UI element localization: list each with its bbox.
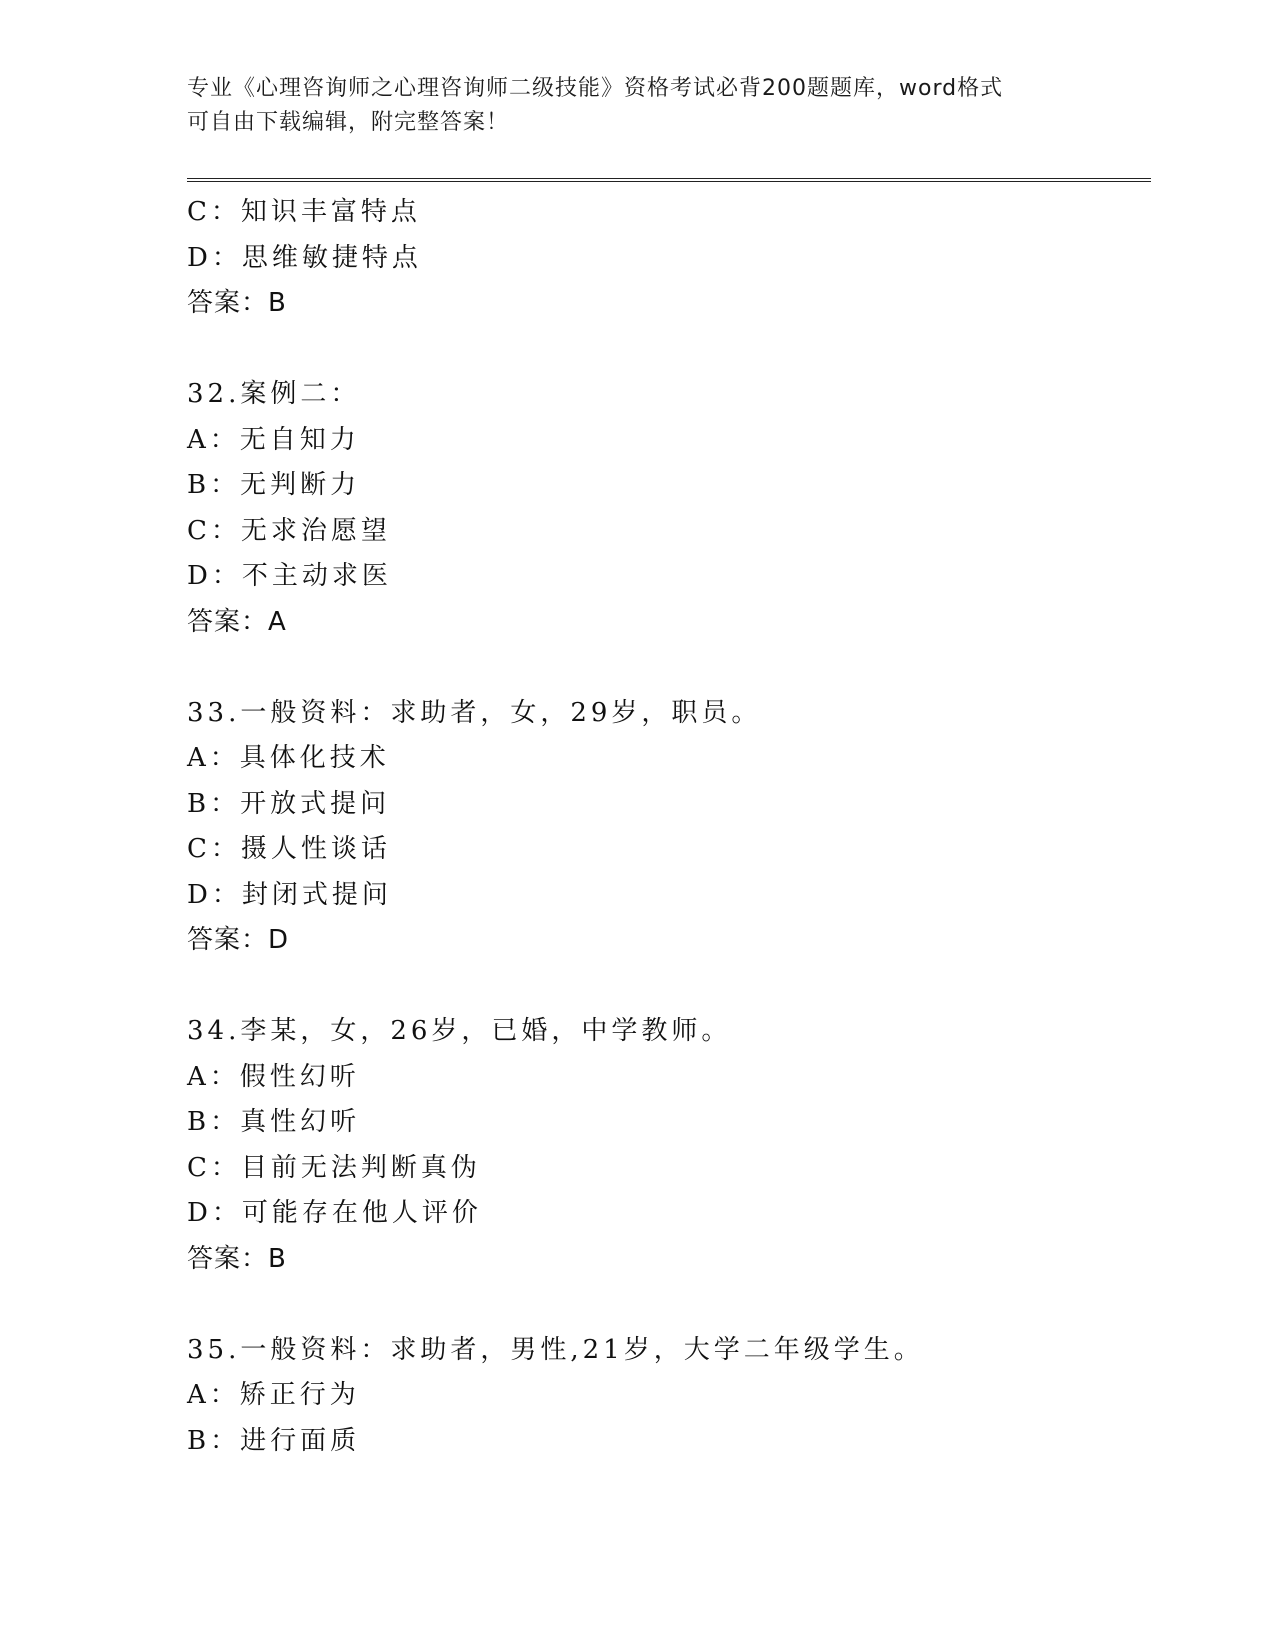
option-a: A：假性幻听 (187, 1061, 360, 1092)
option-a: A：具体化技术 (187, 743, 390, 773)
spacer (187, 327, 1147, 373)
option-b: B：真性幻听 (187, 1107, 361, 1137)
header-line-2: 可自由下载编辑，附完整答案！ (187, 110, 510, 135)
option-c: C：目前无法判断真伪 (187, 1152, 481, 1183)
question-list (187, 190, 1147, 1464)
question-stem: 32.案例二： (187, 379, 361, 409)
question-stem: 35.一般资料：求助者，男性,21岁，大学二年级学生。 (187, 1334, 924, 1365)
option-d: D：可能存在他人评价 (187, 1198, 482, 1228)
question-stem: 33.一般资料：求助者，女，29岁，职员。 (187, 697, 762, 728)
option-d: D：封闭式提问 (187, 879, 392, 910)
header-divider (187, 178, 1151, 182)
option-d: D：思维敏捷特点 (187, 242, 422, 273)
answer-line: 答案：B (187, 1243, 287, 1274)
spacer (187, 1282, 1147, 1328)
spacer (187, 645, 1147, 691)
option-c: C：无求治愿望 (187, 515, 391, 546)
option-c: C：摄人性谈话 (187, 834, 391, 864)
header-line-1: 专业《心理咨询师之心理咨询师二级技能》资格考试必背200题题库，word格式 (187, 76, 1004, 101)
answer-line: 答案：A (187, 606, 287, 637)
option-b: B：无判断力 (187, 470, 361, 500)
spacer (187, 964, 1147, 1010)
option-c: C：知识丰富特点 (187, 197, 421, 227)
answer-line: 答案：D (187, 925, 290, 955)
option-b: B：开放式提问 (187, 788, 391, 819)
document-header (187, 72, 1087, 140)
question-stem: 34.李某，女，26岁，已婚，中学教师。 (187, 1016, 732, 1046)
option-a: A：无自知力 (187, 424, 360, 455)
option-d: D：不主动求医 (187, 561, 392, 591)
option-a: A：矫正行为 (187, 1380, 360, 1410)
option-b: B：进行面质 (187, 1425, 361, 1456)
answer-line: 答案：B (187, 288, 287, 318)
